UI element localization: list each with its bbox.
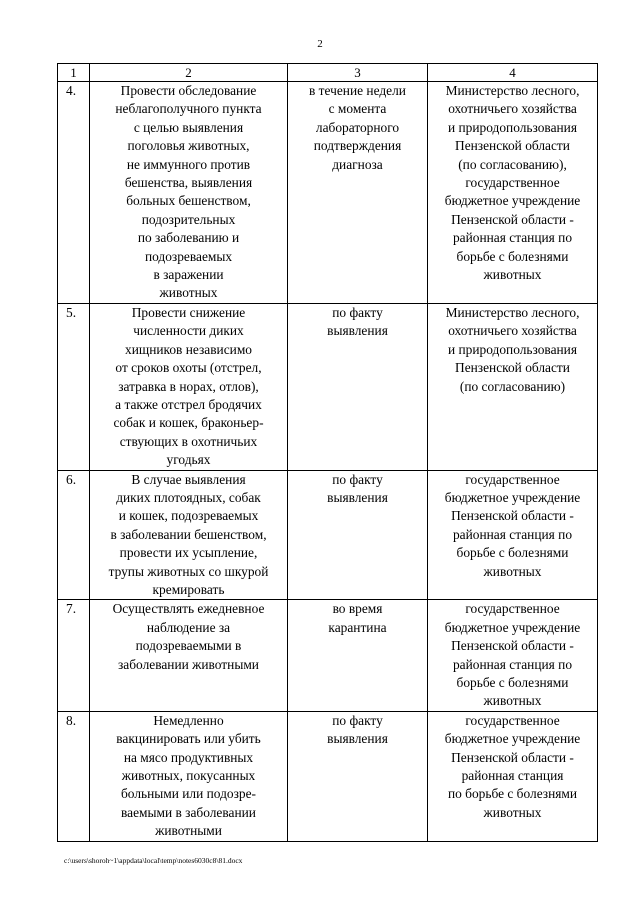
- row-term: во время карантина: [288, 600, 428, 711]
- row-term: по факту выявления: [288, 470, 428, 600]
- row-action: Провести снижение численности диких хищников независимо от сроков охоты (отстрел, затравка в норах, отлов), а также отстрел бродячих собак и кошек, браконьер- ствующих в охотничьих угодьях: [90, 303, 288, 470]
- row-number: 7.: [58, 600, 90, 711]
- table-header-row: [58, 64, 598, 82]
- row-executor: государственное бюджетное учреждение Пензенской области - районная станция по борьбе с болезнями животных: [428, 470, 598, 600]
- row-number: 5.: [58, 303, 90, 470]
- row-number: 6.: [58, 470, 90, 600]
- header-cell-2: 2: [90, 64, 288, 82]
- header-cell-4: 4: [428, 64, 598, 82]
- header-cell-3: 3: [288, 64, 428, 82]
- row-executor: государственное бюджетное учреждение Пензенской области - районная станция по борьбе с болезнями животных: [428, 600, 598, 711]
- table-row: [58, 470, 598, 600]
- row-action: Немедленно вакцинировать или убить на мясо продуктивных животных, покусанных больными или подозре- ваемыми в заболевании животными: [90, 711, 288, 841]
- table-row: [58, 303, 598, 470]
- row-term: по факту выявления: [288, 303, 428, 470]
- row-number: 4.: [58, 82, 90, 304]
- row-action: В случае выявления диких плотоядных, собак и кошек, подозреваемых в заболевании бешенством, провести их усыпление, трупы животных со шкурой кремировать: [90, 470, 288, 600]
- row-action: Провести обследование неблагополучного пункта с целью выявления поголовья животных, не иммунного против бешенства, выявления больных бешенством, подозрительных по заболеванию и подозреваемых в заражении животных: [90, 82, 288, 304]
- table-row: [58, 82, 598, 304]
- row-term: в течение недели с момента лабораторного подтверждения диагноза: [288, 82, 428, 304]
- page-number: 2: [317, 38, 323, 50]
- header-cell-1: 1: [58, 64, 90, 82]
- row-number: 8.: [58, 711, 90, 841]
- table-row: [58, 711, 598, 841]
- row-term: по факту выявления: [288, 711, 428, 841]
- row-action: Осуществлять ежедневное наблюдение за подозреваемыми в заболевании животными: [90, 600, 288, 711]
- measures-table: [57, 63, 598, 842]
- row-executor: государственное бюджетное учреждение Пензенской области - районная станция по борьбе с болезнями животных: [428, 711, 598, 841]
- row-executor: Министерство лесного, охотничьего хозяйства и природопользования Пензенской области (по согласованию): [428, 303, 598, 470]
- row-executor: Министерство лесного, охотничьего хозяйства и природопользования Пензенской области (по согласованию), государственное бюджетное учреждение Пензенской области - районная станция по борьбе с болезнями животных: [428, 82, 598, 304]
- table-row: [58, 600, 598, 711]
- footer-file-path: c:\users\shoroh~1\appdata\local\temp\notes6030c8\81.docx: [64, 856, 243, 865]
